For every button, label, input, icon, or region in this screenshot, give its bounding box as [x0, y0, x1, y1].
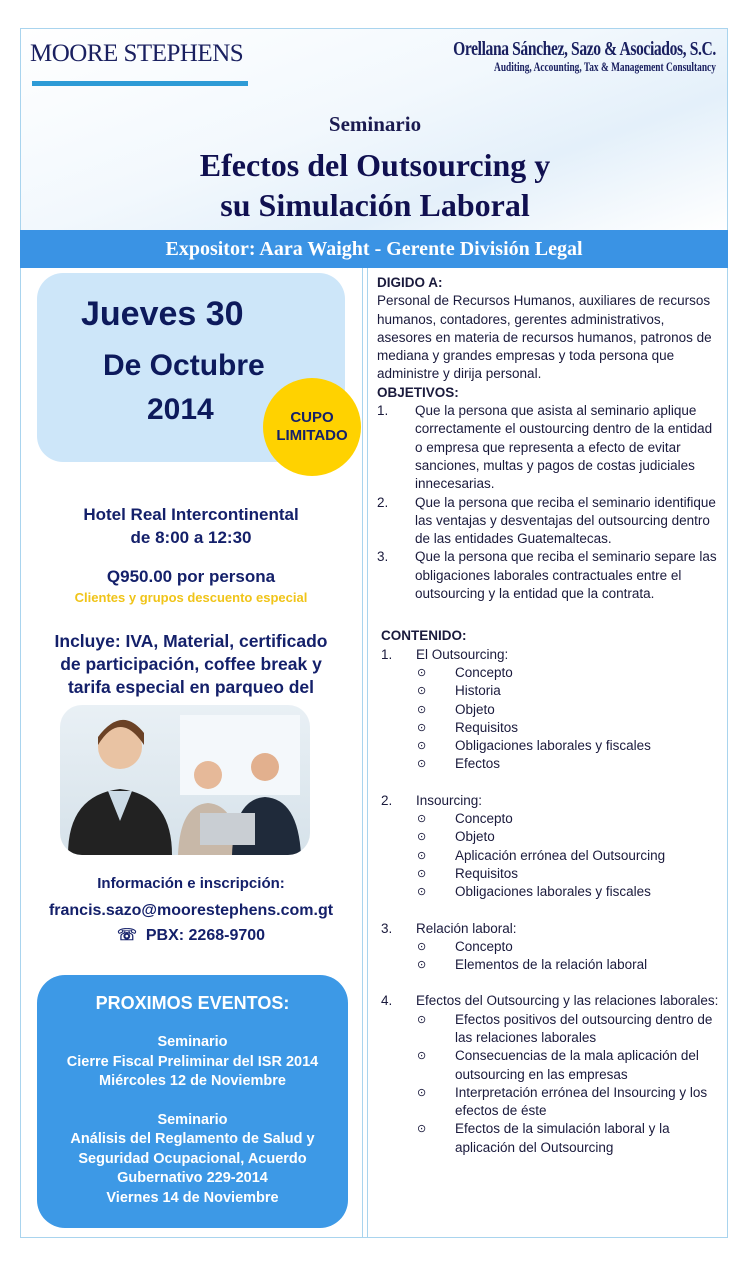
objective-text: Que la persona que asista al seminario aplique correctamente el oustourcing dentro de la entidad o empresa que representa a efecto de evitar sanciones, multas y pagos de costas judiciales innecesarias. — [415, 403, 713, 492]
moore-stephens-logo: MOORE STEPHENS — [30, 40, 244, 67]
content-item-text: Interpretación errónea del Insourcing y los efectos de éste — [455, 1084, 708, 1119]
section-header — [381, 920, 722, 938]
photo-illustration — [60, 705, 310, 855]
content-item — [381, 1120, 722, 1157]
content-section — [381, 646, 722, 774]
contents — [377, 627, 722, 1157]
phone-icon: ☏ — [116, 927, 137, 944]
content-section — [381, 792, 722, 902]
page-title — [0, 145, 750, 225]
content-item-text: Historia — [455, 683, 501, 699]
badge-line-2: LIMITADO — [276, 427, 348, 444]
event-item — [37, 1111, 348, 1209]
contact-email[interactable]: francis.sazo@moorestephens.com.gt — [48, 902, 334, 919]
content-item-text: Efectos — [455, 756, 501, 772]
discount-note: Clientes y grupos descuento especial — [74, 590, 308, 605]
content-section — [381, 992, 722, 1157]
event-month: De Octubre — [103, 349, 265, 382]
includes — [20, 630, 362, 699]
objective-number: 2. — [377, 494, 389, 510]
content-item — [381, 883, 722, 901]
event-type: Seminario — [157, 1034, 228, 1050]
content-item-text: Requisitos — [455, 719, 519, 735]
content-item — [381, 701, 722, 719]
content-item-text: Consecuencias de la mala aplicación del outsourcing en las empresas — [455, 1048, 699, 1082]
firm-logo — [379, 38, 716, 75]
bullet-icon: ⊙ — [417, 685, 427, 698]
section-title: Relación laboral: — [416, 920, 517, 936]
seminar-label: Seminario — [328, 112, 422, 136]
column-divider — [362, 268, 368, 1238]
content-item-text: Obligaciones laborales y fiscales — [455, 884, 651, 900]
content-section — [381, 920, 722, 975]
event-line: Gubernativo 229-2014 — [117, 1170, 268, 1186]
title-line-2: su Simulación Laboral — [220, 187, 530, 223]
firm-name: Orellana Sánchez, Sazo & Asociados, S.C. — [453, 38, 716, 60]
bullet-icon: ⊙ — [417, 831, 427, 844]
section-number: 2. — [381, 792, 393, 808]
price: Q950.00 por persona — [106, 567, 276, 586]
content-item — [381, 938, 722, 956]
venue: Hotel Real Intercontinental — [83, 505, 299, 524]
content-item — [381, 719, 722, 737]
objective-text: Que la persona que reciba el seminario separe las obligaciones laborales contractuales entre el outsourcing y la entidad que la contrata. — [415, 549, 717, 602]
upcoming-heading: PROXIMOS EVENTOS: — [95, 993, 290, 1013]
venue-block — [20, 503, 362, 549]
event-line: Viernes 14 de Noviembre — [106, 1189, 279, 1206]
bullet-icon: ⊙ — [417, 703, 427, 716]
bullet-icon: ⊙ — [417, 666, 427, 679]
content-item-text: Concepto — [455, 664, 513, 680]
content-item — [381, 956, 722, 974]
contact-label: Información e inscripción: — [97, 875, 285, 892]
objective-number: 3. — [377, 549, 389, 565]
content-item — [381, 682, 722, 700]
section-number: 3. — [381, 920, 393, 936]
bullet-icon: ⊙ — [417, 758, 427, 771]
content-item — [381, 1011, 722, 1048]
bullet-icon: ⊙ — [417, 1086, 427, 1099]
bullet-icon: ⊙ — [417, 849, 427, 862]
section-title: El Outsourcing: — [416, 646, 509, 662]
content-item — [381, 828, 722, 846]
bullet-icon: ⊙ — [417, 1013, 427, 1026]
content-item-text: Obligaciones laborales y fiscales — [455, 738, 651, 754]
section-number: 1. — [381, 646, 393, 662]
content-item-text: Concepto — [455, 811, 513, 827]
includes-line: Incluye: IVA, Material, certificado — [54, 631, 328, 651]
title-line-1: Efectos del Outsourcing y — [199, 147, 551, 183]
event-line: Seguridad Ocupacional, Acuerdo — [78, 1150, 307, 1167]
bullet-icon: ⊙ — [417, 813, 427, 826]
speaker-banner: Expositor: Aara Waight - Gerente División Legal — [20, 230, 728, 268]
event-line: Cierre Fiscal Preliminar del ISR 2014 — [66, 1053, 319, 1070]
bullet-icon: ⊙ — [417, 721, 427, 734]
content-item-text: Concepto — [455, 938, 513, 954]
content-item — [381, 847, 722, 865]
content-item — [381, 755, 722, 773]
event-line: Análisis del Reglamento de Salud y — [70, 1131, 315, 1147]
content-item-text: Objeto — [455, 829, 495, 845]
event-year: 2014 — [147, 393, 214, 426]
firm-subtitle: Auditing, Accounting, Tax & Management Consultancy — [494, 59, 716, 74]
event-line: Miércoles 12 de Noviembre — [99, 1073, 286, 1089]
bullet-icon: ⊙ — [417, 1050, 427, 1063]
audience-text: Personal de Recursos Humanos, auxiliares de recursos humanos, contadores, gerentes administrativos, asesores en materia de recursos humanos, patronos de mediana y grandes empresas y toda persona que administre y dirija personal. — [377, 293, 712, 382]
section-header — [381, 792, 722, 810]
section-title: Insourcing: — [416, 792, 483, 808]
bullet-icon: ⊙ — [417, 740, 427, 753]
content-item — [381, 664, 722, 682]
phone-number: PBX: 2268-9700 — [145, 927, 266, 944]
objective-item — [377, 402, 722, 493]
bullet-icon: ⊙ — [417, 940, 427, 953]
objective-text: Que la persona que reciba el seminario identifique las ventajas y desventajas del outsourcing dentro de las entidades Guatemaltecas. — [415, 494, 716, 547]
badge-line-1: CUPO — [290, 409, 334, 426]
content-item — [381, 737, 722, 755]
objective-item — [377, 494, 722, 549]
objective-number: 1. — [377, 403, 389, 419]
event-type: Seminario — [157, 1111, 228, 1128]
content-item — [381, 865, 722, 883]
time: de 8:00 a 12:30 — [130, 528, 252, 547]
content-item — [381, 1047, 722, 1084]
section-header — [381, 992, 722, 1010]
content-item — [381, 810, 722, 828]
audience-heading: DIGIDO A: — [377, 275, 443, 290]
includes-line: tarifa especial en parqueo del — [67, 677, 315, 697]
limited-seats-badge — [263, 378, 361, 476]
section-header — [381, 646, 722, 664]
content-item-text: Aplicación errónea del Outsourcing — [455, 847, 666, 863]
upcoming-events — [37, 975, 348, 1228]
content-item-text: Efectos positivos del outsourcing dentro de las relaciones laborales — [455, 1011, 713, 1045]
bullet-icon: ⊙ — [417, 867, 427, 880]
includes-line: de participación, coffee break y — [60, 654, 322, 674]
content-item-text: Objeto — [455, 701, 495, 717]
logo-underline — [32, 81, 248, 86]
contact-phone — [20, 925, 362, 945]
content-item-text: Efectos de la simulación laboral y la aplicación del Outsourcing — [455, 1121, 670, 1155]
content-item — [381, 1084, 722, 1121]
details-column — [377, 274, 722, 1175]
bullet-icon: ⊙ — [417, 959, 427, 972]
section-number: 4. — [381, 993, 393, 1009]
objectives-heading: OBJETIVOS: — [377, 384, 459, 400]
event-day: Jueves 30 — [81, 295, 244, 333]
objective-item — [377, 548, 722, 603]
section-title: Efectos del Outsourcing y las relaciones laborales: — [416, 993, 719, 1009]
contents-heading: CONTENIDO: — [381, 628, 467, 644]
bullet-icon: ⊙ — [417, 886, 427, 899]
bullet-icon: ⊙ — [417, 1123, 427, 1136]
event-item — [37, 1033, 348, 1092]
content-item-text: Elementos de la relación laboral — [455, 957, 648, 973]
content-item-text: Requisitos — [455, 865, 519, 881]
business-people-photo — [60, 705, 310, 855]
